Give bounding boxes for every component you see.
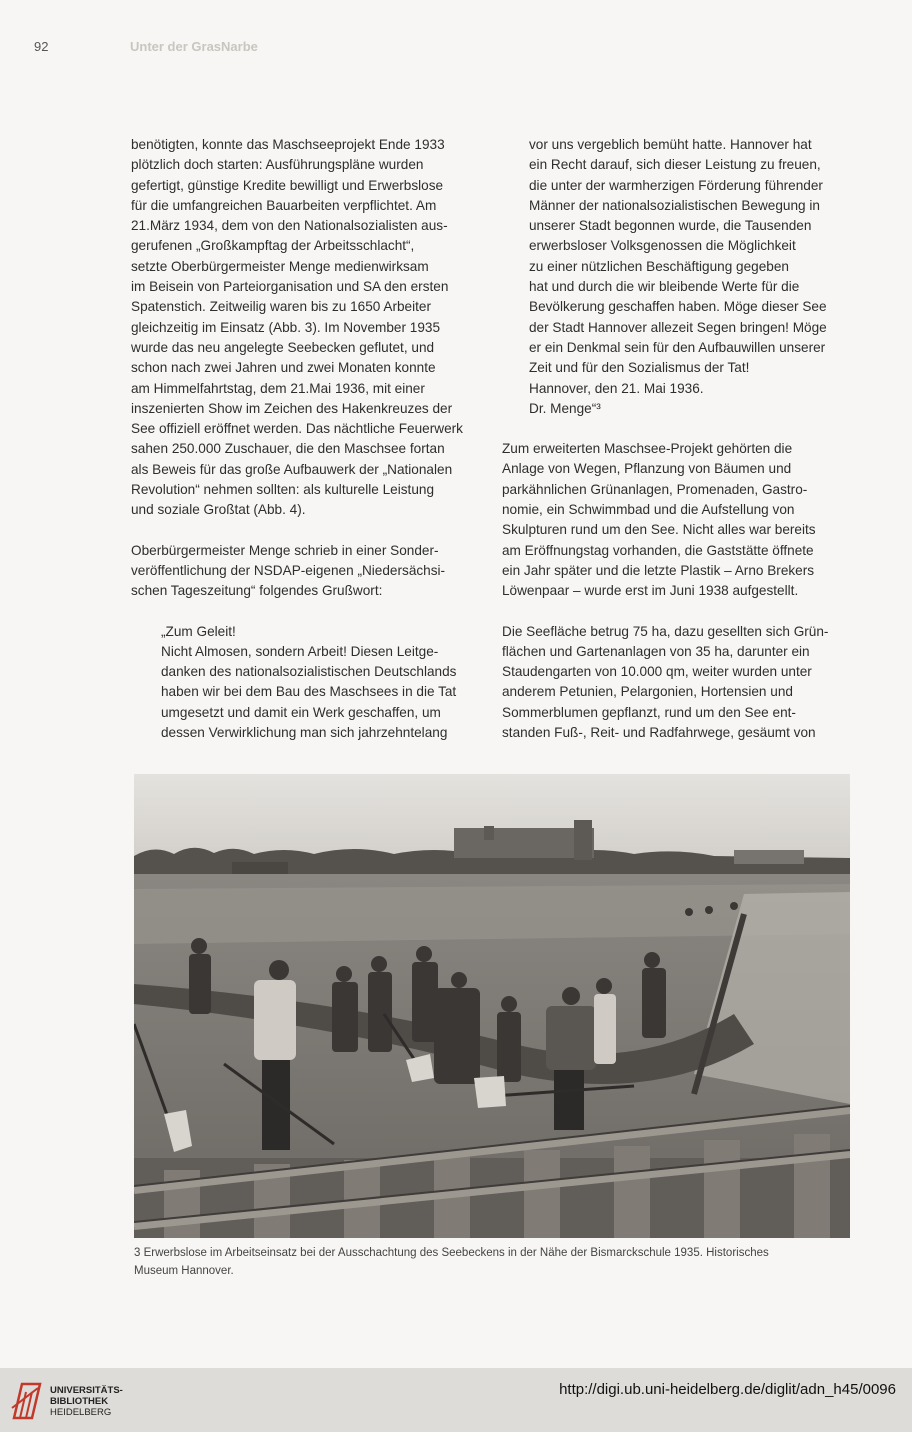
text-line: Anlage von Wegen, Pflanzung von Bäumen und xyxy=(502,461,792,477)
text-line: Nicht Almosen, sondern Arbeit! Diesen Leitge- xyxy=(161,643,439,659)
text-line: parkähnlichen Grünanlagen, Promenaden, Gastro- xyxy=(502,481,808,497)
text-line: ein Jahr später und die letzte Plastik – Arno Brekers xyxy=(502,562,815,578)
text-line: Sommerblumen gepflanzt, rund um den See ent- xyxy=(502,704,796,720)
text-line: Skulpturen rund um den See. Nicht alles war bereits xyxy=(502,522,816,538)
text-line: hat und durch die wir bleibende Werte für die xyxy=(529,279,800,295)
text-line: sahen 250.000 Zuschauer, die den Maschsee fortan xyxy=(131,441,445,457)
text-line: Hannover, den 21. Mai 1936. xyxy=(529,380,704,396)
text-line: inszenierten Show im Zeichen des Hakenkreuzes der xyxy=(131,400,453,416)
text-line: als Beweis für das große Aufbauwerk der „Nationalen xyxy=(131,461,453,477)
text-line: danken des nationalsozialistischen Deutschlands xyxy=(161,664,457,680)
quote-continuation xyxy=(502,135,848,419)
text-line: dessen Verwirklichung man sich jahrzehntelang xyxy=(161,725,448,741)
text-line: Bevölkerung geschaffen haben. Möge dieser See xyxy=(529,299,827,315)
text-line: umgesetzt und damit ein Werk geschaffen, um xyxy=(161,704,441,720)
text-line: schon nach zwei Jahren und zwei Monaten konnte xyxy=(131,360,436,376)
text-line: nomie, ein Schwimmbad und die Aufstellung von xyxy=(502,502,795,518)
text-line: ein Recht darauf, sich dieser Leistung zu freuen, xyxy=(529,157,821,173)
text-line: schen Tageszeitung“ folgendes Grußwort: xyxy=(131,583,383,599)
text-line: flächen und Gartenanlagen von 35 ha, darunter ein xyxy=(502,643,810,659)
text-line: am Himmelfahrtstag, dem 21.Mai 1936, mit einer xyxy=(131,380,425,396)
text-line: im Beisein von Parteiorganisation und SA den ersten xyxy=(131,279,449,295)
text-line: am Eröffnungstag vorhanden, die Gaststätte öffnete xyxy=(502,542,814,558)
text-line: Zum erweiterten Maschsee-Projekt gehörten die xyxy=(502,441,793,457)
running-head: Unter der GrasNarbe xyxy=(130,39,258,54)
text-line: standen Fuß-, Reit- und Radfahrwege, gesäumt von xyxy=(502,725,816,741)
historical-photo xyxy=(134,774,850,1238)
text-line: setzte Oberbürgermeister Menge medienwirksam xyxy=(131,258,429,274)
text-line: plötzlich doch starten: Ausführungspläne wurden xyxy=(131,157,424,173)
text-line: anderem Petunien, Pelargonien, Hortensien und xyxy=(502,684,793,700)
text-line: Dr. Menge“³ xyxy=(529,400,601,416)
library-name xyxy=(50,1385,123,1418)
text-line: Staudengarten von 10.000 qm, weiter wurden unter xyxy=(502,664,812,680)
text-line: haben wir bei dem Bau des Maschsees in die Tat xyxy=(161,684,457,700)
text-line: gerufenen „Großkampftag der Arbeitsschlacht“, xyxy=(131,238,415,254)
text-line: Revolution“ nehmen sollten: als kulturelle Leistung xyxy=(131,482,435,498)
quote-block xyxy=(131,622,476,744)
text-line: unserer Stadt begonnen wurde, die Tausenden xyxy=(529,218,812,234)
text-line: 21.März 1934, dem von den Nationalsozialisten aus- xyxy=(131,218,448,234)
library-logo-icon xyxy=(10,1378,46,1427)
text-line: veröffentlichung der NSDAP-eigenen „Niedersächsi- xyxy=(131,562,446,578)
text-line: er ein Denkmal sein für den Aufbauwillen unserer xyxy=(529,339,826,355)
text-line: gleichzeitig im Einsatz (Abb. 3). Im November 1935 xyxy=(131,319,441,335)
paragraph-4 xyxy=(502,622,848,744)
paragraph-2 xyxy=(131,541,476,602)
caption-line: Museum Hannover. xyxy=(134,1265,234,1277)
text-line: Männer der nationalsozialistischen Bewegung in xyxy=(529,197,820,213)
paragraph-3 xyxy=(502,439,848,601)
text-line: Oberbürgermeister Menge schrieb in einer Sonder- xyxy=(131,542,439,558)
text-line: benötigten, konnte das Maschseeprojekt Ende 1933 xyxy=(131,137,445,152)
library-line-2: BIBLIOTHEK xyxy=(50,1396,109,1407)
text-line: Die Seefläche betrug 75 ha, dazu gesellten sich Grün- xyxy=(502,623,829,639)
library-line-3: HEIDELBERG xyxy=(50,1407,112,1418)
text-line: Löwenpaar – wurde erst im Juni 1938 aufgestellt. xyxy=(502,583,799,599)
text-line: wurde das neu angelegte Seebecken geflutet, und xyxy=(131,339,435,355)
text-line: „Zum Geleit! xyxy=(161,623,236,639)
text-line: Zeit und für den Sozialismus der Tat! xyxy=(529,360,750,376)
right-column xyxy=(502,135,848,743)
text-line: für die umfangreichen Bauarbeiten verpflichtet. Am xyxy=(131,197,437,213)
caption-line: 3 Erwerbslose im Arbeitseinsatz bei der Ausschachtung des Seebeckens in der Nähe der Bismarckschule 1935. Historisches xyxy=(134,1247,769,1259)
text-line: und soziale Großtat (Abb. 4). xyxy=(131,502,306,518)
text-line: die unter der warmherzigen Förderung führender xyxy=(529,177,823,193)
photo-illustration xyxy=(134,774,850,1238)
text-line: der Stadt Hannover allezeit Segen bringen! Möge xyxy=(529,319,827,335)
document-url[interactable]: http://digi.ub.uni-heidelberg.de/diglit/adn_h45/0096 xyxy=(559,1381,896,1398)
text-line: vor uns vergeblich bemüht hatte. Hannover hat xyxy=(529,137,812,152)
figure-caption xyxy=(134,1244,850,1280)
page-number: 92 xyxy=(34,39,49,54)
text-line: gefertigt, günstige Kredite bewilligt und Erwerbslose xyxy=(131,177,444,193)
text-line: erwerbsloser Volksgenossen die Möglichkeit xyxy=(529,238,796,254)
left-column xyxy=(131,135,476,743)
text-line: See offiziell eröffnet werden. Das nächtliche Feuerwerk xyxy=(131,421,463,437)
text-line: zu einer nützlichen Beschäftigung gegeben xyxy=(529,258,789,274)
viewer-footer xyxy=(0,1368,912,1432)
text-line: Spatenstich. Zeitweilig waren bis zu 1650 Arbeiter xyxy=(131,299,431,315)
library-line-1: UNIVERSITÄTS- xyxy=(50,1385,123,1396)
paragraph-1 xyxy=(131,135,476,521)
